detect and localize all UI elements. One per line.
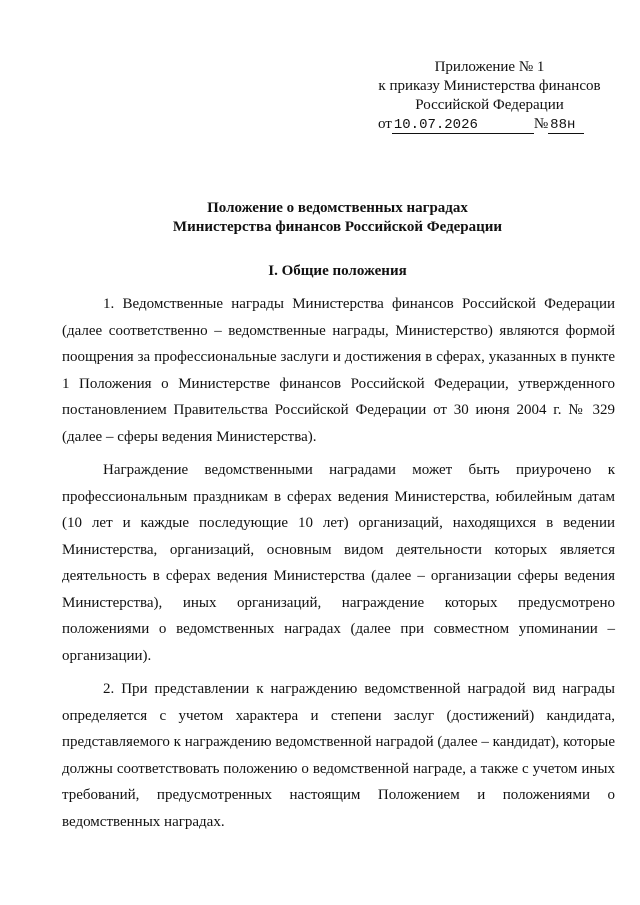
order-date: 10.07.2026: [392, 117, 534, 134]
paragraph-2: Награждение ведомственными наградами может быть приурочено к профессиональным праздникам в сферах ведения Министерства, юбилейным датам (10 лет и каждые последующие 10 лет) организаций, находящихся в ведении Министерства, организаций, основным видом деятельности которых является деятельность в сферах ведения Министерства (далее – организации сферы ведения Министерства), иных организаций, награждение которых предусмотрено положениями о ведомственных наградах (далее при совместном упоминании – организации).: [62, 462, 615, 664]
appendix-order-reference: к приказу Министерства финансов: [378, 78, 601, 94]
document-title: [60, 199, 615, 237]
section-heading: I. Общие положения: [268, 263, 407, 279]
from-label: от: [378, 116, 392, 132]
paragraph-1: 1. Ведомственные награды Министерства финансов Российской Федерации (далее соответственно – ведомственные награды, Министерство) являются формой поощрения за профессиональные заслуги и достижения в сферах, указанных в пункте 1 Положения о Министерстве финансов Российской Федерации, утвержденного постановлением Правительства Российской Федерации от 30 июня 2004 г. № 329 (далее – сферы ведения Министерства).: [62, 296, 615, 445]
appendix-number: Приложение № 1: [434, 59, 545, 75]
order-signature-line: [372, 115, 607, 134]
document-title-line-2: Министерства финансов Российской Федерации: [172, 219, 503, 235]
appendix-block: [372, 58, 607, 134]
appendix-country: Российской Федерации: [415, 97, 564, 113]
paragraph-3: 2. При представлении к награждению ведомственной наградой вид награды определяется с учетом характера и степени заслуг (достижений) кандидата, представляемого к награждению ведомственной наградой (далее – кандидат), которые должны соответствовать положению о ведомственной награде, а также с учетом иных требований, предусмотренных настоящим Положением и положениями о ведомственных наградах.: [62, 681, 615, 830]
document-title-line-1: Положение о ведомственных наградах: [207, 200, 468, 216]
order-number: 88н: [548, 117, 584, 134]
number-label: №: [533, 116, 549, 132]
document-body: [62, 291, 615, 842]
